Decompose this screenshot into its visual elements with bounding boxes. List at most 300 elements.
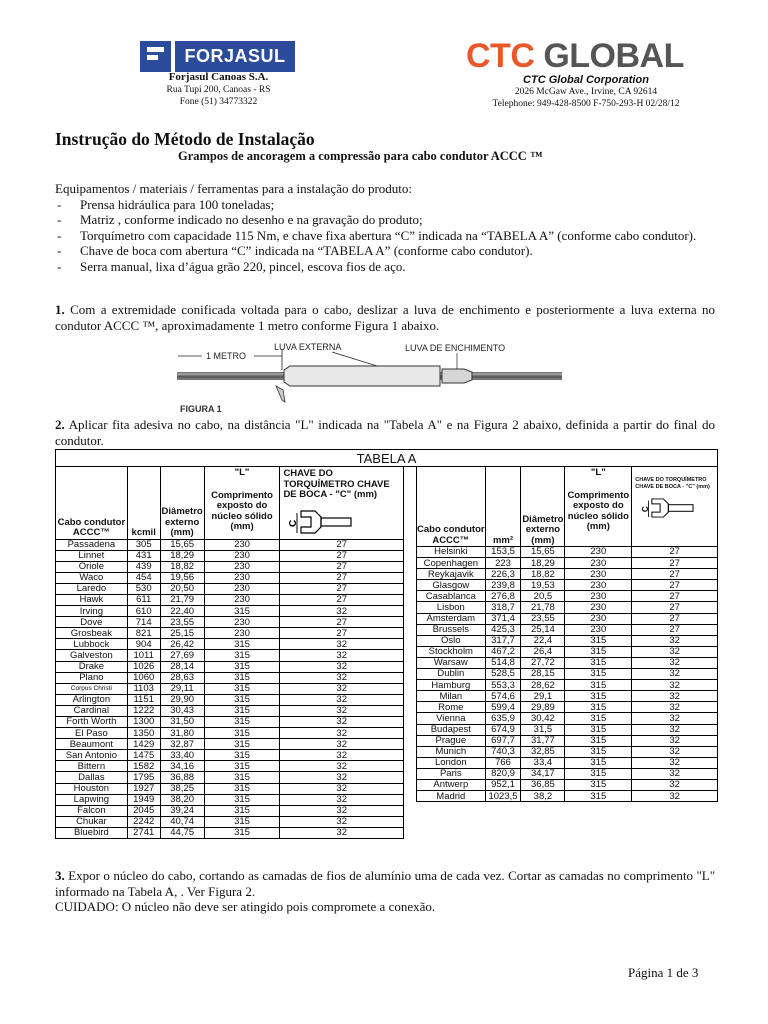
cell-size: 276,8 [485,591,521,602]
cell-chave: 32 [280,639,404,650]
cell-cabo: Amsterdam [417,613,486,624]
list-item: - Matriz , conforme indicado no desenho e na gravação do produto; [55,212,720,228]
cell-comprimento: 315 [565,724,632,735]
cell-cabo: Corpus Christi [56,683,128,694]
col-header-mm2: mm² [485,467,521,547]
cell-comprimento: 315 [204,717,280,728]
table-a-left-body [56,539,404,839]
cell-size: 425,3 [485,624,521,635]
wrench-c-label: C [641,506,651,513]
col-header-chave [632,467,718,547]
cell-chave: 32 [280,816,404,827]
cell-diametro: 29,1 [521,691,565,702]
cell-cabo: Hamburg [417,680,486,691]
cell-cabo: Bittern [56,761,128,772]
cell-cabo: Dove [56,617,128,628]
cell-size: 574,6 [485,691,521,702]
label-luva-enchimento: LUVA DE ENCHIMENTO [405,343,506,353]
list-item: - Serra manual, lixa d’água grão 220, pincel, escova fios de aço. [55,259,720,275]
cell-diametro: 25,15 [160,628,204,639]
cell-diametro: 36,88 [160,772,204,783]
cell-size: 1350 [127,728,160,739]
cell-cabo: Hawk [56,594,128,605]
col-header-L: "L" [234,467,250,478]
cell-cabo: Helsinki [417,547,486,558]
cell-size: 431 [127,550,160,561]
cell-comprimento: 230 [565,624,632,635]
cell-size: 610 [127,606,160,617]
table-row [417,602,718,613]
cell-cabo: Waco [56,572,128,583]
table-row [56,572,404,583]
step-2 [55,417,715,448]
table-row [56,783,404,794]
cell-diametro: 31,77 [521,735,565,746]
cell-chave: 27 [632,569,718,580]
cell-size: 1023,5 [485,791,521,802]
cell-chave: 32 [632,635,718,646]
cell-comprimento: 315 [204,794,280,805]
cell-diametro: 19,53 [521,580,565,591]
cell-chave: 32 [280,750,404,761]
cell-diametro: 33,40 [160,750,204,761]
table-row [56,827,404,838]
cell-diametro: 21,78 [521,602,565,613]
wrench-c-label: C [288,519,300,527]
forjasul-logo [140,41,295,72]
col-header-comprimento-text: Comprimento exposto do núcleo sólido (mm) [211,489,273,532]
cell-chave: 27 [280,628,404,639]
cell-comprimento: 230 [204,539,280,550]
table-a-left [55,466,404,839]
table-row [417,779,718,790]
list-item: - Torquímetro com capacidade 115 Nm, e chave fixa abertura “C” indicada na “TABELA A” (conforme cabo condutor). [55,228,720,244]
cell-comprimento: 315 [565,646,632,657]
cell-chave: 32 [280,805,404,816]
ctc-logo-ctc: CTC [466,37,535,75]
cell-size: 2242 [127,816,160,827]
cell-diametro: 28,14 [160,661,204,672]
cell-size: 514,8 [485,657,521,668]
cell-size: 317,7 [485,635,521,646]
table-row [56,683,404,694]
cell-cabo: Oriole [56,561,128,572]
col-header-kcmil: kcmil [127,467,160,540]
cell-comprimento: 315 [565,680,632,691]
page-subtitle: Grampos de ancoragem a compressão para cabo condutor ACCC ™ [178,149,543,163]
cell-chave: 32 [280,794,404,805]
table-row [417,646,718,657]
cell-cabo: Rome [417,702,486,713]
ctc-global-logo [466,36,706,76]
cell-cabo: Grosbeak [56,628,128,639]
cell-cabo: Madrid [417,791,486,802]
cell-size: 223 [485,558,521,569]
cell-diametro: 23,55 [160,617,204,628]
cell-cabo: San Antonio [56,750,128,761]
cell-size: 766 [485,757,521,768]
step-2-text: Aplicar fita adesiva no cabo, na distância "L" indicada na "Tabela A" e na Figura 2 abaixo, definida a partir do final do condutor. [55,417,715,448]
cell-chave: 27 [632,613,718,624]
cell-diametro: 28,62 [521,680,565,691]
cell-comprimento: 230 [204,550,280,561]
cell-size: 820,9 [485,768,521,779]
cell-cabo: Houston [56,783,128,794]
cell-cabo: Lisbon [417,602,486,613]
cell-diametro: 40,74 [160,816,204,827]
col-header-chave-text: CHAVE DO TORQUÍMETRO CHAVE DE BOCA - "C" (mm) [635,477,710,490]
cell-chave: 32 [280,672,404,683]
cell-cabo: Vienna [417,713,486,724]
cell-diametro: 30,43 [160,705,204,716]
cell-cabo: Linnet [56,550,128,561]
cell-diametro: 26,42 [160,639,204,650]
cell-comprimento: 230 [565,613,632,624]
cell-size: 1949 [127,794,160,805]
table-row [417,691,718,702]
cell-comprimento: 315 [565,669,632,680]
page-title: Instrução do Método de Instalação [55,129,315,149]
cell-cabo: El Paso [56,728,128,739]
cell-chave: 27 [280,583,404,594]
cell-diametro: 32,85 [521,746,565,757]
cell-comprimento: 230 [565,602,632,613]
cell-comprimento: 315 [565,757,632,768]
step-3-text: Expor o núcleo do cabo, cortando as camadas de fios de alumínio uma de cada vez. Cortar as camadas no comprimento "L" informado na Tabela A, . Ver Figura 2. [55,868,715,899]
table-row [417,569,718,580]
cell-chave: 27 [280,594,404,605]
step-1-text: Com a extremidade conificada voltada para o cabo, deslizar a luva de enchimento e posteriormente a luva externa no condutor ACCC ™, aproximadamente 1 metro conforme Figura 1 abaixo. [55,302,716,333]
table-row [417,547,718,558]
cell-comprimento: 230 [204,617,280,628]
col-header-cabo: Cabo condutor ACCC™ [56,467,128,540]
cell-size: 553,3 [485,680,521,691]
table-title: TABELA A [55,449,718,467]
cell-size: 318,7 [485,602,521,613]
cell-diametro: 44,75 [160,827,204,838]
ctc-contact [468,74,704,110]
cell-cabo: Budapest [417,724,486,735]
cell-diametro: 36,85 [521,779,565,790]
table-row [56,650,404,661]
cell-size: 1222 [127,705,160,716]
table-row [56,739,404,750]
table-row [417,702,718,713]
cell-comprimento: 315 [204,639,280,650]
forjasul-address: Rua Tupi 200, Canoas - RS [166,85,271,95]
cell-chave: 32 [632,657,718,668]
table-row [56,805,404,816]
table-row [417,624,718,635]
cell-comprimento: 315 [204,650,280,661]
wrench-icon [635,494,705,522]
cell-chave: 32 [632,791,718,802]
cell-chave: 27 [280,550,404,561]
cell-chave: 32 [632,680,718,691]
table-row [417,657,718,668]
table-row [56,583,404,594]
cell-chave: 32 [280,606,404,617]
list-item: - Chave de boca com abertura “C” indicada na “TABELA A” (conforme cabo condutor). [55,243,720,259]
cell-size: 1151 [127,694,160,705]
cell-diametro: 38,20 [160,794,204,805]
cell-chave: 32 [280,739,404,750]
cell-cabo: London [417,757,486,768]
cell-comprimento: 315 [204,761,280,772]
cell-chave: 27 [280,539,404,550]
cell-chave: 27 [280,561,404,572]
col-header-cabo: Cabo condutor ACCC™ [417,467,486,547]
cell-comprimento: 315 [204,805,280,816]
cell-comprimento: 315 [204,694,280,705]
cell-size: 454 [127,572,160,583]
cell-cabo: Stockholm [417,646,486,657]
cell-comprimento: 315 [565,779,632,790]
cell-diametro: 18,82 [521,569,565,580]
cell-cabo: Plano [56,672,128,683]
cell-comprimento: 315 [565,635,632,646]
table-a-right [416,466,718,802]
step-3-number: 3. [55,868,65,883]
cell-cabo: Forth Worth [56,717,128,728]
table-row [56,694,404,705]
cell-chave: 32 [280,661,404,672]
cell-chave: 32 [632,746,718,757]
cell-chave: 32 [280,761,404,772]
cell-chave: 32 [280,783,404,794]
cell-diametro: 32,87 [160,739,204,750]
cell-diametro: 19,56 [160,572,204,583]
cell-size: 2045 [127,805,160,816]
cell-cabo: Dallas [56,772,128,783]
equipment-intro: Equipamentos / materiais / ferramentas para a instalação do produto: [55,181,413,196]
cell-cabo: Beaumont [56,739,128,750]
cell-diametro: 29,90 [160,694,204,705]
ctc-phone: Telephone: 949-428-8500 F-750-293-H 02/28/12 [492,98,680,109]
cell-cabo: Prague [417,735,486,746]
label-luva-externa: LUVA EXTERNA [274,342,342,352]
cell-diametro: 25,14 [521,624,565,635]
cell-diametro: 21,79 [160,594,204,605]
cell-size: 635,9 [485,713,521,724]
ctc-logo-global: GLOBAL [543,37,684,75]
cell-comprimento: 315 [204,816,280,827]
cell-size: 226,3 [485,569,521,580]
figure-1-caption: FIGURA 1 [180,404,222,414]
cell-size: 697,7 [485,735,521,746]
table-row [417,613,718,624]
cell-chave: 32 [280,717,404,728]
cell-cabo: Munich [417,746,486,757]
cell-diametro: 15,65 [160,539,204,550]
cell-chave: 32 [632,691,718,702]
cell-size: 714 [127,617,160,628]
cell-diametro: 30,42 [521,713,565,724]
table-row [56,617,404,628]
cell-cabo: Chukar [56,816,128,827]
table-row [56,794,404,805]
cell-comprimento: 315 [565,691,632,702]
cell-chave: 27 [280,617,404,628]
table-row [417,591,718,602]
cell-comprimento: 315 [565,713,632,724]
wrench-icon [283,505,363,539]
cell-comprimento: 230 [204,594,280,605]
cell-chave: 27 [632,547,718,558]
cell-chave: 27 [632,558,718,569]
cell-comprimento: 315 [565,735,632,746]
table-a-right-body [417,547,718,802]
cell-cabo: Oslo [417,635,486,646]
cell-size: 1475 [127,750,160,761]
cell-cabo: Lubbock [56,639,128,650]
cell-chave: 27 [280,572,404,583]
col-header-comprimento-text: Comprimento exposto do núcleo sólido (mm) [567,489,630,532]
cell-diametro: 31,80 [160,728,204,739]
cell-chave: 32 [280,827,404,838]
cell-chave: 27 [632,591,718,602]
cell-cabo: Paris [417,768,486,779]
table-row [56,639,404,650]
step-1-number: 1. [55,302,65,317]
col-header-L: "L" [590,467,606,478]
cell-cabo: Antwerp [417,779,486,790]
cell-comprimento: 230 [565,547,632,558]
cell-comprimento: 315 [204,606,280,617]
table-row [56,628,404,639]
equipment-list [55,197,720,275]
cell-chave: 32 [632,779,718,790]
cell-cabo: Lapwing [56,794,128,805]
cell-size: 952,1 [485,779,521,790]
cell-cabo: Cardinal [56,705,128,716]
cell-chave: 32 [632,735,718,746]
cell-diametro: 31,50 [160,717,204,728]
cell-chave: 32 [632,669,718,680]
step-2-number: 2. [55,417,65,432]
cell-diametro: 39,24 [160,805,204,816]
cell-cabo: Drake [56,661,128,672]
cell-comprimento: 230 [565,591,632,602]
cell-size: 305 [127,539,160,550]
cell-comprimento: 315 [204,827,280,838]
cell-diametro: 18,29 [160,550,204,561]
cell-cabo: Warsaw [417,657,486,668]
caution-note: CUIDADO: O núcleo não deve ser atingido pois compromete a conexão. [55,899,436,914]
cell-size: 153,5 [485,547,521,558]
cell-size: 1582 [127,761,160,772]
forjasul-logo-mark-icon [140,41,171,72]
cell-comprimento: 315 [204,739,280,750]
cell-comprimento: 315 [204,772,280,783]
table-row [56,772,404,783]
cell-cabo: Brussels [417,624,486,635]
cell-size: 239,8 [485,580,521,591]
table-row [56,705,404,716]
table-row [417,580,718,591]
cell-comprimento: 230 [565,558,632,569]
list-item: - Prensa hidráulica para 100 toneladas; [55,197,720,213]
cell-diametro: 34,16 [160,761,204,772]
cell-chave: 32 [280,694,404,705]
cell-diametro: 18,29 [521,558,565,569]
cell-diametro: 27,69 [160,650,204,661]
cell-chave: 32 [280,728,404,739]
cell-cabo: Irving [56,606,128,617]
table-row [417,680,718,691]
table-row [417,724,718,735]
cell-diametro: 29,11 [160,683,204,694]
cell-comprimento: 230 [565,580,632,591]
cell-cabo: Bluebird [56,827,128,838]
table-row [56,672,404,683]
cell-size: 740,3 [485,746,521,757]
cell-chave: 32 [632,646,718,657]
step-1 [55,302,715,333]
col-header-comprimento [565,467,632,547]
cell-size: 1300 [127,717,160,728]
cell-comprimento: 230 [204,561,280,572]
table-row [56,816,404,827]
cell-comprimento: 315 [565,702,632,713]
cell-comprimento: 315 [204,661,280,672]
cell-size: 904 [127,639,160,650]
table-row [417,757,718,768]
cell-size: 1011 [127,650,160,661]
table-row [56,717,404,728]
col-header-chave [280,467,404,540]
cell-comprimento: 315 [204,683,280,694]
cell-size: 2741 [127,827,160,838]
cell-size: 1103 [127,683,160,694]
ctc-address: 2026 McGaw Ave., Irvine, CA 92614 [514,87,658,97]
cell-cabo: Copenhagen [417,558,486,569]
cell-size: 1927 [127,783,160,794]
table-row [417,713,718,724]
cell-chave: 32 [632,768,718,779]
cell-size: 530 [127,583,160,594]
table-row [417,669,718,680]
cell-cabo: Galveston [56,650,128,661]
cell-comprimento: 315 [204,783,280,794]
cell-size: 611 [127,594,160,605]
col-header-diametro: Diâmetro externo (mm) [160,467,204,540]
table-row [56,594,404,605]
callouts [274,342,505,369]
cell-chave: 32 [280,650,404,661]
cell-size: 821 [127,628,160,639]
luva-enchimento-drawing [442,369,472,383]
cell-comprimento: 315 [204,728,280,739]
cell-size: 1429 [127,739,160,750]
cell-chave: 32 [280,683,404,694]
cell-comprimento: 315 [204,750,280,761]
cell-size: 439 [127,561,160,572]
cell-size: 674,9 [485,724,521,735]
cell-diametro: 34,17 [521,768,565,779]
table-row [56,550,404,561]
cell-size: 1795 [127,772,160,783]
cell-size: 371,4 [485,613,521,624]
cell-diametro: 22,4 [521,635,565,646]
cell-comprimento: 315 [204,705,280,716]
cell-chave: 27 [632,602,718,613]
forjasul-company-name: Forjasul Canoas S.A. [168,71,269,83]
cell-cabo: Reykajavik [417,569,486,580]
cell-diametro: 23,55 [521,613,565,624]
cell-comprimento: 315 [565,657,632,668]
cell-chave: 32 [632,757,718,768]
